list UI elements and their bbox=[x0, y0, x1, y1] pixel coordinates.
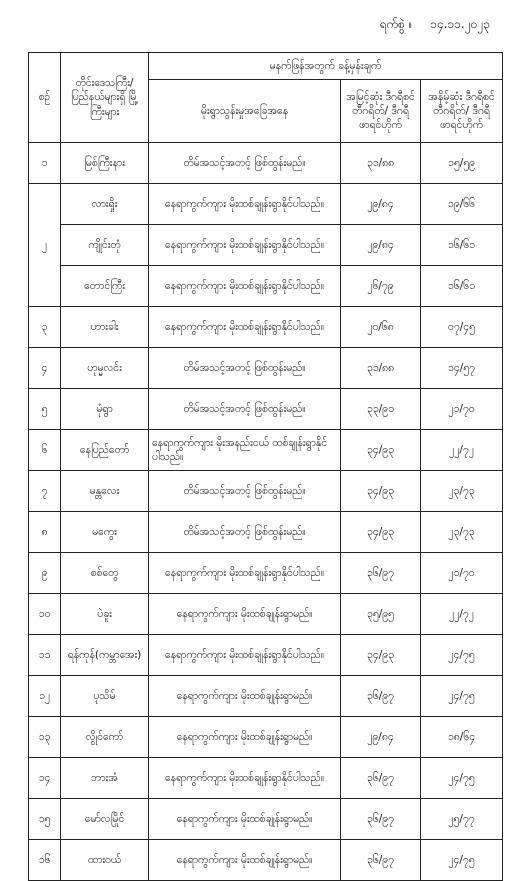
max-temperature: ၃၁/၈၈ bbox=[341, 348, 421, 389]
max-temperature: ၃၆/၉၇ bbox=[341, 799, 421, 840]
rain-condition: နေရာကွက်ကျား မိုးထစ်ချုန်းရွာမည်။ bbox=[149, 594, 341, 635]
rain-condition: တိမ်အသင့်အတင့် ဖြစ်ထွန်းမည်။ bbox=[149, 389, 341, 430]
rain-condition: နေရာကွက်ကျား မိုးထစ်ချုန်းရွာနိုင်ပါသည်။ bbox=[149, 225, 341, 266]
row-number: ၁ bbox=[29, 143, 61, 184]
min-temperature: ၁၅/၅၉ bbox=[421, 143, 503, 184]
row-number: ၃ bbox=[29, 307, 61, 348]
table-row bbox=[29, 143, 503, 184]
rain-condition: နေရာကွက်ကျား မိုးထစ်ချုန်းရွာနိုင်ပါသည်။ bbox=[149, 553, 341, 594]
city-name: စစ်တွေ bbox=[61, 553, 149, 594]
rain-condition: နေရာကွက်ကျား မိုးထစ်ချုန်းရွာနိုင်ပါသည်။ bbox=[149, 635, 341, 676]
max-temperature: ၂၀/၆၈ bbox=[341, 307, 421, 348]
row-number: ၂ bbox=[29, 184, 61, 307]
city-name: ထားဝယ် bbox=[61, 840, 149, 881]
min-temperature: ၂၁/၇၀ bbox=[421, 553, 503, 594]
row-number: ၁၀ bbox=[29, 594, 61, 635]
table-row bbox=[29, 840, 503, 881]
city-name: ကျိုင်းတုံ bbox=[61, 225, 149, 266]
max-temperature: ၃၄/၉၃ bbox=[341, 471, 421, 512]
table-row bbox=[29, 594, 503, 635]
row-number: ၁၅ bbox=[29, 799, 61, 840]
rain-condition: တိမ်အသင့်အတင့် ဖြစ်ထွန်းမည်။ bbox=[149, 471, 341, 512]
city-name: တောင်ကြီး bbox=[61, 266, 149, 307]
city-name: မြစ်ကြီးနား bbox=[61, 143, 149, 184]
min-temperature: ၁၄/၅၇ bbox=[421, 348, 503, 389]
row-number: ၁၃ bbox=[29, 717, 61, 758]
table-row bbox=[29, 553, 503, 594]
min-temperature: ၂၄/၇၅ bbox=[421, 840, 503, 881]
city-name: မန္တလေး bbox=[61, 471, 149, 512]
max-temperature: ၃၆/၉၇ bbox=[341, 758, 421, 799]
table-row bbox=[29, 635, 503, 676]
table-row bbox=[29, 266, 503, 307]
table-row bbox=[29, 471, 503, 512]
header-forecast: မနက်ဖြန်အတွက် ခန့်မှန်းချက် bbox=[149, 53, 503, 80]
rain-condition: နေရာကွက်ကျား မိုးထစ်ချုန်းရွာမည်။ bbox=[149, 799, 341, 840]
header-max-temp: အမြင့်ဆုံး ဒီဂရီစင်တီဂရိတ်/ ဒီဂရီဖာရင်ဟိုက် bbox=[341, 80, 421, 143]
city-name: ဟားခါး bbox=[61, 307, 149, 348]
max-temperature: ၂၉/၈၄ bbox=[341, 184, 421, 225]
city-name: မုံရွာ bbox=[61, 389, 149, 430]
min-temperature: ၁၆/၆၁ bbox=[421, 225, 503, 266]
city-name: လွိုင်ကော် bbox=[61, 717, 149, 758]
max-temperature: ၂၉/၈၄ bbox=[341, 225, 421, 266]
max-temperature: ၃၆/၉၇ bbox=[341, 840, 421, 881]
rain-condition: နေရာကွက်ကျား မိုးထစ်ချုန်းရွာမည်။ bbox=[149, 840, 341, 881]
row-number: ၆ bbox=[29, 430, 61, 471]
min-temperature: ၂၄/၇၅ bbox=[421, 758, 503, 799]
min-temperature: ၁၈/၆၄ bbox=[421, 717, 503, 758]
header-min-temp: အနိမ့်ဆုံး ဒီဂရီစင်တီဂရိတ်/ ဒီဂရီဖာရင်ဟိုက် bbox=[421, 80, 503, 143]
min-temperature: ၀၇/၄၅ bbox=[421, 307, 503, 348]
weather-forecast-table bbox=[28, 52, 503, 881]
row-number: ၈ bbox=[29, 512, 61, 553]
table-row bbox=[29, 389, 503, 430]
date-value: ၁၄.၁၁.၂၀၂၃ bbox=[430, 17, 490, 31]
table-row bbox=[29, 717, 503, 758]
city-name: ဟုမ္မလင်း bbox=[61, 348, 149, 389]
max-temperature: ၂၉/၈၄ bbox=[341, 717, 421, 758]
row-number: ၁၄ bbox=[29, 758, 61, 799]
rain-condition: နေရာကွက်ကျား မိုးထစ်ချုန်းရွာနိုင်ပါသည်။ bbox=[149, 307, 341, 348]
city-name: မကွေး bbox=[61, 512, 149, 553]
header-region: တိုင်းဒေသကြီး/ ပြည်နယ်များရှိ မြို့ကြီးများ bbox=[61, 53, 149, 143]
min-temperature: ၂၄/၇၅ bbox=[421, 676, 503, 717]
header-condition: မိုးရွာသွန်းမှုအခြေအနေ bbox=[149, 80, 341, 143]
rain-condition: နေရာကွက်ကျား မိုးထစ်ချုန်းရွာနိုင်ပါသည်။ bbox=[149, 758, 341, 799]
table-row bbox=[29, 512, 503, 553]
document-date bbox=[379, 16, 490, 34]
max-temperature: ၃၃/၉၁ bbox=[341, 389, 421, 430]
max-temperature: ၃၆/၉၇ bbox=[341, 676, 421, 717]
table-row bbox=[29, 225, 503, 266]
row-number: ၁၁ bbox=[29, 635, 61, 676]
row-number: ၇ bbox=[29, 471, 61, 512]
max-temperature: ၃၆/၉၇ bbox=[341, 553, 421, 594]
city-name: ပဲခူး bbox=[61, 594, 149, 635]
city-name: နေပြည်တော် bbox=[61, 430, 149, 471]
table-row bbox=[29, 799, 503, 840]
city-name: လားရှိုး bbox=[61, 184, 149, 225]
min-temperature: ၂၅/၇၇ bbox=[421, 799, 503, 840]
min-temperature: ၂၁/၇၀ bbox=[421, 389, 503, 430]
rain-condition: တိမ်အသင့်အတင့် ဖြစ်ထွန်းမည်။ bbox=[149, 348, 341, 389]
rain-condition: တိမ်အသင့်အတင့် ဖြစ်ထွန်းမည်။ bbox=[149, 512, 341, 553]
city-name: မော်လမြိုင် bbox=[61, 799, 149, 840]
rain-condition: နေရာကွက်ကျား မိုးထစ်ချုန်းရွာနိုင်ပါသည်။ bbox=[149, 184, 341, 225]
city-name: ဘားအံ bbox=[61, 758, 149, 799]
min-temperature: ၁၉/၆၆ bbox=[421, 184, 503, 225]
max-temperature: ၃၄/၉၃ bbox=[341, 635, 421, 676]
row-number: ၁၆ bbox=[29, 840, 61, 881]
header-no: စဉ် bbox=[29, 53, 61, 143]
row-number: ၁၂ bbox=[29, 676, 61, 717]
row-number: ၄ bbox=[29, 348, 61, 389]
row-number: ၉ bbox=[29, 553, 61, 594]
min-temperature: ၂၂/၇၂ bbox=[421, 430, 503, 471]
table-row bbox=[29, 430, 503, 471]
max-temperature: ၃၄/၉၃ bbox=[341, 430, 421, 471]
row-number: ၅ bbox=[29, 389, 61, 430]
table-row bbox=[29, 307, 503, 348]
table-row bbox=[29, 184, 503, 225]
min-temperature: ၂၂/၇၂ bbox=[421, 594, 503, 635]
rain-condition: နေရာကွက်ကျား မိုးထစ်ချုန်းရွာနိုင်ပါသည်။ bbox=[149, 266, 341, 307]
max-temperature: ၃၄/၉၃ bbox=[341, 512, 421, 553]
rain-condition: နေရာကွက်ကျား မိုးအနည်းငယ် ထစ်ချုန်းရွာနိုင်ပါသည်။ bbox=[149, 430, 341, 471]
max-temperature: ၃၅/၉၅ bbox=[341, 594, 421, 635]
date-label: ရက်စွဲ ။ bbox=[379, 17, 413, 31]
min-temperature: ၂၃/၇၃ bbox=[421, 512, 503, 553]
table-row bbox=[29, 348, 503, 389]
rain-condition: တိမ်အသင့်အတင့် ဖြစ်ထွန်းမည်။ bbox=[149, 143, 341, 184]
rain-condition: နေရာကွက်ကျား မိုးထစ်ချုန်းရွာမည်။ bbox=[149, 717, 341, 758]
min-temperature: ၁၆/၆၁ bbox=[421, 266, 503, 307]
city-name: ပုသိမ် bbox=[61, 676, 149, 717]
min-temperature: ၂၄/၇၅ bbox=[421, 635, 503, 676]
min-temperature: ၂၃/၇၃ bbox=[421, 471, 503, 512]
max-temperature: ၃၁/၈၈ bbox=[341, 143, 421, 184]
table-row bbox=[29, 676, 503, 717]
city-name: ရန်ကုန်(ကမ္ဘာအေး) bbox=[61, 635, 149, 676]
rain-condition: နေရာကွက်ကျား မိုးထစ်ချုန်းရွာမည်။ bbox=[149, 676, 341, 717]
max-temperature: ၂၆/၇၉ bbox=[341, 266, 421, 307]
table-row bbox=[29, 758, 503, 799]
